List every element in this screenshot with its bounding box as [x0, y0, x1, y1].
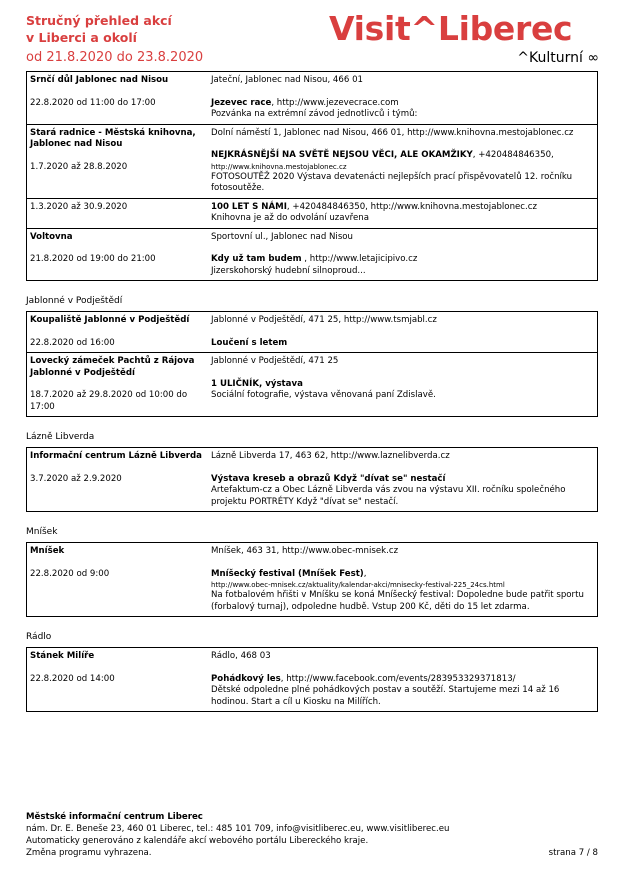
venue-address: Jablonné v Podještědí, 471 25: [211, 356, 339, 366]
spacer: [30, 243, 207, 254]
spacer: [30, 558, 207, 569]
spacer: [30, 379, 207, 390]
events-table: [26, 447, 598, 512]
event-row: [27, 198, 597, 228]
event-left-column: [27, 315, 211, 349]
event-title: Výstava kreseb a obrazů Když "dívat se" nestačí: [211, 473, 446, 484]
venue-name: Mníšek: [30, 546, 65, 556]
header-title-line1: Stručný přehled akcí: [26, 13, 172, 28]
venue-address: Jateční, Jablonec nad Nisou, 466 01: [211, 75, 364, 85]
event-left-column: [27, 75, 211, 121]
event-title-line: [211, 338, 593, 350]
event-row: [27, 312, 597, 352]
header-title-line2: v Liberci a okolí: [26, 30, 137, 45]
event-contact: , +420484846350,: [472, 150, 554, 160]
event-right-column: [211, 202, 597, 225]
event-right-column: [211, 232, 597, 278]
event-row: [27, 448, 597, 511]
event-contact: , http://www.jezevecrace.com: [271, 97, 399, 108]
event-description: FOTOSOUTĚŽ 2020 Výstava devatenácti nejlepších prací přispěvovatelů 12. ročníku fotosoutěže.: [211, 171, 573, 193]
venue-address: Mníšek, 463 31, http://www.obec-mnisek.cz: [211, 546, 399, 556]
event-title: Loučení s letem: [211, 337, 288, 348]
event-description: Sociální fotografie, výstava věnovaná paní Zdislavě.: [211, 390, 436, 400]
event-date: 22.8.2020 od 14:00: [30, 673, 115, 684]
footer-org: Městské informační centrum Liberec: [26, 812, 203, 822]
event-row: [27, 543, 597, 616]
footer-note-changes: Změna programu vyhrazena.: [26, 848, 152, 858]
event-date: 18.7.2020 až 29.8.2020 od 10:00 do 17:00: [30, 390, 188, 412]
spacer: [211, 463, 593, 474]
event-title-line: [211, 202, 593, 214]
header-date-range: od 21.8.2020 do 23.8.2020: [26, 50, 204, 65]
venue-name: Informační centrum Lázně Libverda: [30, 451, 202, 461]
event-left-column: [27, 651, 211, 708]
venue-name: Srnčí důl Jablonec nad Nisou: [30, 75, 169, 85]
event-date: 3.7.2020 až 2.9.2020: [30, 473, 122, 484]
event-title-line: [211, 474, 593, 486]
event-link: http://www.knihovna.mestojablonec.cz: [211, 162, 347, 171]
venue-address: Sportovní ul., Jablonec nad Nisou: [211, 231, 353, 242]
spacer: [30, 87, 207, 98]
event-date: 22.8.2020 od 11:00 do 17:00: [30, 97, 156, 108]
event-right-column: [211, 75, 597, 121]
venue-name: Stará radnice - Městská knihovna, Jablonec nad Nisou: [30, 127, 196, 149]
event-contact: , http://www.facebook.com/events/283953329371813/: [280, 673, 516, 684]
spacer: [30, 463, 207, 474]
event-right-column: [211, 546, 597, 613]
event-description: Artefaktum-cz a Obec Lázně Libverda vás zvou na výstavu XII. ročníku společného projektu PORTRÉTY Když "dívat se" nestačí.: [211, 485, 566, 507]
spacer: [211, 663, 593, 674]
event-right-column: [211, 128, 597, 195]
event-title-line: [211, 569, 593, 581]
event-title-line: [211, 674, 593, 686]
events-table: [26, 71, 598, 281]
events-table: [26, 647, 598, 712]
spacer: [211, 368, 593, 379]
event-title: Kdy už tam budem: [211, 254, 302, 264]
venue-name: Lovecký zámeček Pachtů z Rájova Jablonné v Podještědí: [30, 356, 195, 378]
event-title-line: [211, 150, 593, 162]
event-date: 1.7.2020 až 28.8.2020: [30, 161, 128, 172]
event-title: NEJKRÁSNĚJŠÍ NA SVĚTĚ NEJSOU VĚCI, ALE OKAMŽIKY: [211, 150, 473, 160]
event-row: [27, 72, 597, 124]
event-description: Pozvánka na extrémní závod jednotlivců i týmů:: [211, 109, 418, 119]
event-right-column: [211, 451, 597, 508]
event-left-column: [27, 451, 211, 508]
event-description: Dětské odpoledne plné pohádkových postav a soutěží. Startujeme mezi 14 až 16 hodinou. Start a cíl u Kiosku na Milířích.: [211, 685, 560, 707]
header-title: [26, 12, 172, 46]
event-left-column: [27, 232, 211, 278]
event-title: 100 LET S NÁMI: [211, 201, 287, 212]
event-title: 1 ULIČNÍK, výstava: [211, 378, 303, 389]
event-date: 1.3.2020 až 30.9.2020: [30, 201, 128, 212]
visit-liberec-logo: [329, 10, 599, 70]
venue-name: Voltovna: [30, 231, 73, 242]
event-row: [27, 124, 597, 198]
event-date: 21.8.2020 od 19:00 do 21:00: [30, 254, 156, 264]
spacer: [211, 327, 593, 338]
event-right-column: [211, 651, 597, 708]
footer: [26, 811, 598, 859]
spacer: [211, 558, 593, 569]
event-title-line: [211, 98, 593, 110]
events-table: [26, 542, 598, 617]
events-list: [26, 71, 598, 712]
event-title-line: [211, 379, 593, 391]
event-title: Mníšecký festival (Mníšek Fest): [211, 568, 364, 579]
logo-main-text: Visit^Liberec: [329, 9, 573, 48]
venue-address: Dolní náměstí 1, Jablonec nad Nisou, 466 01, http://www.knihovna.mestojablonec.cz: [211, 127, 574, 138]
event-right-column: [211, 315, 597, 349]
event-left-column: [27, 202, 211, 225]
event-title: Pohádkový les: [211, 673, 281, 684]
event-row: [27, 228, 597, 281]
spacer: [30, 663, 207, 674]
spacer: [30, 151, 207, 162]
section-label: Rádlo: [26, 632, 52, 642]
event-link: http://www.obec-mnisek.cz/aktuality/kalendar-akci/mnisecky-festival-225_24cs.html: [211, 581, 505, 589]
event-left-column: [27, 546, 211, 613]
section-label: Mníšek: [26, 527, 58, 537]
venue-address: Jablonné v Podještědí, 471 25, http://www.tsmjabl.cz: [211, 315, 437, 325]
event-right-column: [211, 356, 597, 413]
event-description: Knihovna je až do odvolání uzavřena: [211, 213, 369, 223]
event-left-column: [27, 356, 211, 413]
event-title-line: [211, 254, 593, 266]
spacer: [211, 139, 593, 150]
event-left-column: [27, 128, 211, 195]
event-description: Na fotbalovém hřišti v Mníšku se koná Mníšecký festival: Dopoledne bude patřit sportu (forbalový turnaj), odpoledne hudbě. Vstup 200 Kč, děti do 15 let zdarma.: [211, 590, 584, 612]
event-contact: ,: [363, 568, 367, 579]
section-label: Lázně Libverda: [26, 432, 95, 442]
events-table: [26, 311, 598, 417]
spacer: [30, 327, 207, 338]
spacer: [211, 87, 593, 98]
event-row: [27, 352, 597, 416]
event-contact: , +420484846350, http://www.knihovna.mestojablonec.cz: [286, 201, 537, 212]
venue-name: Stánek Milíře: [30, 651, 95, 661]
footer-address: nám. Dr. E. Beneše 23, 460 01 Liberec, tel.: 485 101 709, info@visitliberec.eu, www.visitliberec.eu: [26, 824, 450, 834]
footer-note-generated: Automaticky generováno z kalendáře akcí webového portálu Libereckého kraje.: [26, 836, 369, 846]
event-contact: , http://www.letajicipivo.cz: [301, 254, 418, 264]
venue-name: Koupaliště Jablonné v Podještědí: [30, 315, 190, 325]
event-row: [27, 648, 597, 711]
venue-address: Rádlo, 468 03: [211, 651, 271, 661]
event-date: 22.8.2020 od 16:00: [30, 337, 115, 348]
spacer: [211, 243, 593, 254]
section-label: Jablonné v Podještědí: [26, 296, 123, 306]
event-date: 22.8.2020 od 9:00: [30, 568, 110, 579]
event-description: Jizerskohorský hudební silnoproud...: [211, 265, 366, 276]
logo-sub-text: ^Kulturní ∞: [517, 50, 599, 66]
event-title: Jezevec race: [211, 97, 272, 108]
venue-address: Lázně Libverda 17, 463 62, http://www.laznelibverda.cz: [211, 451, 450, 461]
page-number: strana 7 / 8: [548, 848, 598, 858]
